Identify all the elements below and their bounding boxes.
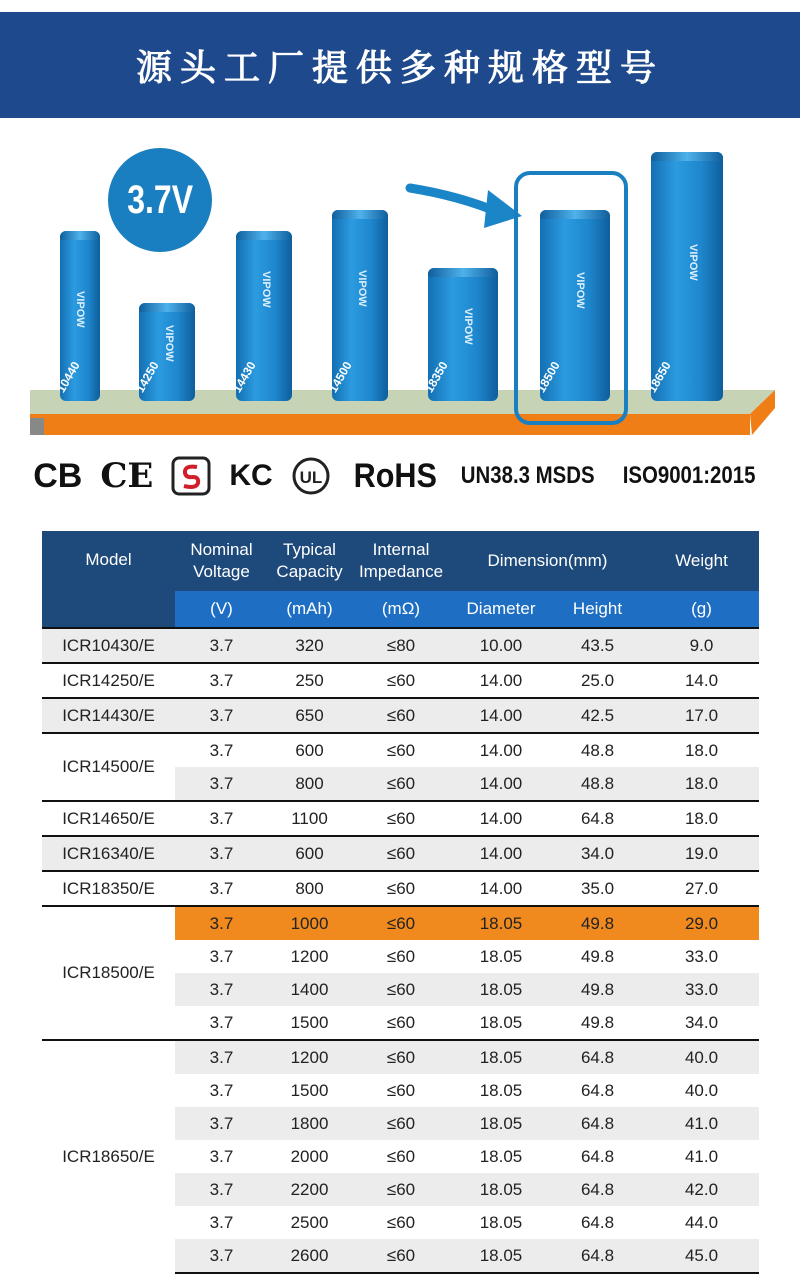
weight-cell: 41.0: [644, 1107, 759, 1140]
unit-height: Height: [551, 591, 644, 628]
weight-cell: 40.0: [644, 1040, 759, 1074]
diameter-cell: 14.00: [451, 871, 551, 906]
diameter-cell: 14.00: [451, 801, 551, 836]
table-row: [42, 836, 759, 871]
unit-capacity: (mAh): [268, 591, 351, 628]
height-cell: 64.8: [551, 1107, 644, 1140]
kc-logo-icon: KC: [229, 459, 273, 492]
impedance-cell: ≤60: [351, 767, 451, 801]
voltage-cell: 3.7: [209, 1012, 234, 1032]
weight-cell: 19.0: [644, 836, 759, 871]
voltage-cell: 3.7: [209, 1212, 234, 1232]
diameter-cell: 18.05: [479, 1146, 523, 1166]
voltage-cell: 3.7: [209, 1080, 234, 1100]
battery-brand: VIPOW: [574, 272, 586, 309]
battery-brand: VIPOW: [687, 244, 699, 281]
impedance-cell: ≤60: [351, 906, 451, 940]
capacity-cell: 1800: [268, 1107, 351, 1140]
model-cell: ICR18650/E: [42, 1040, 175, 1273]
height-cell: 64.8: [580, 1212, 615, 1232]
voltage-cell: 3.7: [175, 1107, 268, 1140]
capacity-cell: 2000: [290, 1146, 329, 1166]
battery-cap: [60, 231, 100, 240]
battery-brand: VIPOW: [163, 325, 175, 362]
model-cell: ICR14500/E: [42, 733, 175, 801]
diameter-cell: 18.05: [451, 1173, 551, 1206]
height-cell: 64.8: [580, 1080, 615, 1100]
unit-diameter: Diameter: [451, 591, 551, 628]
capacity-cell: 1400: [268, 973, 351, 1006]
weight-cell: 18.0: [644, 767, 759, 801]
voltage-cell: 3.7: [175, 801, 268, 836]
battery-cap: [236, 231, 292, 240]
impedance-cell: ≤60: [351, 973, 451, 1006]
battery-cap: [139, 303, 195, 312]
impedance-cell: ≤60: [351, 1239, 451, 1273]
voltage-cell: 3.7: [175, 906, 268, 940]
battery-label: 14500: [325, 359, 355, 395]
capacity-cell: 320: [268, 628, 351, 663]
voltage-cell: 3.7: [175, 836, 268, 871]
model-cell: ICR18350/E: [42, 871, 175, 906]
model-cell: ICR14250/E: [42, 663, 175, 698]
capacity-cell: 2500: [290, 1212, 329, 1232]
weight-cell: 44.0: [684, 1212, 719, 1232]
height-cell: 25.0: [551, 663, 644, 698]
height-cell: 43.5: [551, 628, 644, 663]
capacity-cell: 800: [268, 871, 351, 906]
height-cell: 64.8: [551, 1173, 644, 1206]
s-mark-icon: [171, 456, 211, 496]
capacity-cell: 1100: [268, 801, 351, 836]
battery-brand: VIPOW: [260, 271, 272, 308]
diameter-cell: 14.00: [451, 733, 551, 767]
height-cell: 48.8: [551, 767, 644, 801]
table-row: [42, 628, 759, 663]
impedance-cell: ≤60: [351, 1040, 451, 1074]
weight-cell: 18.0: [644, 801, 759, 836]
battery-18500: [533, 210, 610, 401]
spec-table-body: [42, 628, 759, 1273]
table-row: [42, 698, 759, 733]
battery-cap: [332, 210, 388, 219]
unit-voltage: (V): [175, 591, 268, 628]
cb-logo-icon: CB: [33, 456, 83, 495]
unit-impedance: (mΩ): [351, 591, 451, 628]
height-cell: 35.0: [551, 871, 644, 906]
battery-14430: [229, 231, 292, 401]
ul-logo-icon: [291, 456, 331, 496]
weight-cell: 34.0: [684, 1012, 719, 1032]
height-cell: 49.8: [551, 973, 644, 1006]
table-row: [42, 663, 759, 698]
capacity-cell: 1000: [268, 906, 351, 940]
height-cell: 64.8: [551, 1040, 644, 1074]
banner-title: 源头工厂提供多种规格型号: [135, 47, 664, 89]
voltage-cell: 3.7: [175, 1040, 268, 1074]
impedance-cell: ≤60: [351, 836, 451, 871]
battery-cap: [428, 268, 498, 277]
capacity-cell: 800: [268, 767, 351, 801]
height-cell: 49.8: [580, 946, 615, 966]
unit-weight: (g): [644, 591, 759, 628]
battery-label: 18650: [644, 359, 674, 395]
voltage-cell: 3.7: [209, 1146, 234, 1166]
impedance-cell: ≤60: [351, 663, 451, 698]
voltage-cell: 3.7: [175, 733, 268, 767]
weight-cell: 41.0: [684, 1146, 719, 1166]
model-cell: ICR14430/E: [42, 698, 175, 733]
battery-showcase: [0, 118, 800, 450]
height-cell: 42.5: [551, 698, 644, 733]
impedance-cell: ≤60: [351, 1107, 451, 1140]
voltage-cell: 3.7: [209, 946, 234, 966]
table-row: [42, 871, 759, 906]
battery-label: 14430: [229, 359, 259, 395]
impedance-cell: ≤60: [351, 698, 451, 733]
battery-cap: [651, 152, 723, 161]
weight-cell: 45.0: [644, 1239, 759, 1273]
ul-logo-text: UL: [299, 468, 323, 487]
diameter-cell: 10.00: [451, 628, 551, 663]
weight-cell: 33.0: [644, 973, 759, 1006]
weight-cell: 33.0: [684, 946, 719, 966]
weight-cell: 17.0: [644, 698, 759, 733]
diameter-cell: 18.05: [451, 1040, 551, 1074]
capacity-cell: 600: [268, 733, 351, 767]
height-cell: 49.8: [580, 1012, 615, 1032]
voltage-cell: 3.7: [175, 871, 268, 906]
impedance-cell: ≤60: [386, 1212, 416, 1232]
page-banner: [0, 12, 800, 118]
table-row: [42, 733, 759, 767]
header-dimension: Dimension(mm): [451, 531, 644, 591]
table-row: [42, 1040, 759, 1074]
impedance-cell: ≤60: [386, 1012, 416, 1032]
voltage-cell: 3.7: [175, 663, 268, 698]
impedance-cell: ≤60: [351, 801, 451, 836]
table-header-row: [42, 531, 759, 591]
height-cell: 64.8: [551, 801, 644, 836]
battery-brand: VIPOW: [356, 270, 368, 307]
diameter-cell: 14.00: [451, 836, 551, 871]
diameter-cell: 14.00: [451, 663, 551, 698]
battery-cap: [540, 210, 610, 219]
shelf-front: [30, 414, 750, 435]
height-cell: 49.8: [551, 906, 644, 940]
capacity-cell: 2600: [268, 1239, 351, 1273]
spec-table: [42, 531, 759, 1274]
voltage-cell: 3.7: [175, 628, 268, 663]
battery-label: 18500: [533, 359, 563, 395]
model-cell: ICR18500/E: [42, 906, 175, 1040]
battery-label: 14250: [132, 359, 162, 395]
battery-10440: [53, 231, 100, 401]
diameter-cell: 18.05: [479, 946, 523, 966]
table-row: [42, 801, 759, 836]
capacity-cell: 2200: [268, 1173, 351, 1206]
height-cell: 64.8: [551, 1239, 644, 1273]
model-cell: ICR16340/E: [42, 836, 175, 871]
shelf-corner: [30, 418, 44, 435]
impedance-cell: ≤60: [351, 1173, 451, 1206]
ce-logo-icon: CE: [100, 456, 154, 496]
impedance-cell: ≤60: [386, 1146, 416, 1166]
header-model: Model: [42, 531, 175, 628]
voltage-cell: 3.7: [175, 973, 268, 1006]
diameter-cell: 18.05: [479, 1212, 523, 1232]
voltage-cell: 3.7: [175, 1239, 268, 1273]
weight-cell: 42.0: [644, 1173, 759, 1206]
impedance-cell: ≤60: [386, 1080, 416, 1100]
weight-cell: 27.0: [644, 871, 759, 906]
battery-brand: VIPOW: [462, 308, 474, 345]
capacity-cell: 250: [268, 663, 351, 698]
weight-cell: 40.0: [684, 1080, 719, 1100]
table-row: [42, 906, 759, 940]
iso9001-text: ISO9001:2015: [622, 462, 756, 489]
voltage-badge: [108, 148, 212, 252]
weight-cell: 29.0: [644, 906, 759, 940]
diameter-cell: 18.05: [451, 906, 551, 940]
weight-cell: 9.0: [644, 628, 759, 663]
impedance-cell: ≤80: [351, 628, 451, 663]
model-cell: ICR10430/E: [42, 628, 175, 663]
header-weight: Weight: [644, 531, 759, 591]
diameter-cell: 18.05: [479, 1080, 523, 1100]
height-cell: 34.0: [551, 836, 644, 871]
rohs-logo-icon: RoHS: [353, 456, 437, 495]
height-cell: 64.8: [580, 1146, 615, 1166]
battery-label: 18350: [421, 359, 451, 395]
diameter-cell: 14.00: [451, 698, 551, 733]
voltage-cell: 3.7: [175, 767, 268, 801]
capacity-cell: 1500: [290, 1080, 329, 1100]
header-impedance: Internal Impedance: [351, 531, 451, 591]
impedance-cell: ≤60: [351, 733, 451, 767]
height-cell: 48.8: [551, 733, 644, 767]
diameter-cell: 18.05: [451, 973, 551, 1006]
battery-18650: [644, 152, 723, 401]
capacity-cell: 1200: [268, 1040, 351, 1074]
capacity-cell: 600: [268, 836, 351, 871]
capacity-cell: 1500: [290, 1012, 329, 1032]
diameter-cell: 18.05: [451, 1107, 551, 1140]
weight-cell: 14.0: [644, 663, 759, 698]
battery-14250: [132, 303, 195, 401]
model-cell: ICR14650/E: [42, 801, 175, 836]
battery-brand: VIPOW: [74, 291, 86, 328]
certification-logos: [0, 450, 800, 502]
weight-cell: 18.0: [644, 733, 759, 767]
capacity-cell: 1200: [290, 946, 329, 966]
impedance-cell: ≤60: [351, 871, 451, 906]
capacity-cell: 650: [268, 698, 351, 733]
diameter-cell: 18.05: [451, 1239, 551, 1273]
diameter-cell: 14.00: [451, 767, 551, 801]
voltage-cell: 3.7: [175, 698, 268, 733]
diameter-cell: 18.05: [479, 1012, 523, 1032]
voltage-cell: 3.7: [175, 1173, 268, 1206]
battery-14500: [325, 210, 388, 401]
voltage-badge-text: 3.7V: [127, 177, 193, 222]
header-voltage: Nominal Voltage: [175, 531, 268, 591]
battery-18350: [421, 268, 498, 401]
battery-label: 10440: [53, 359, 83, 395]
impedance-cell: ≤60: [386, 946, 416, 966]
header-capacity: Typical Capacity: [268, 531, 351, 591]
un383-msds-text: UN38.3 MSDS: [461, 462, 595, 489]
